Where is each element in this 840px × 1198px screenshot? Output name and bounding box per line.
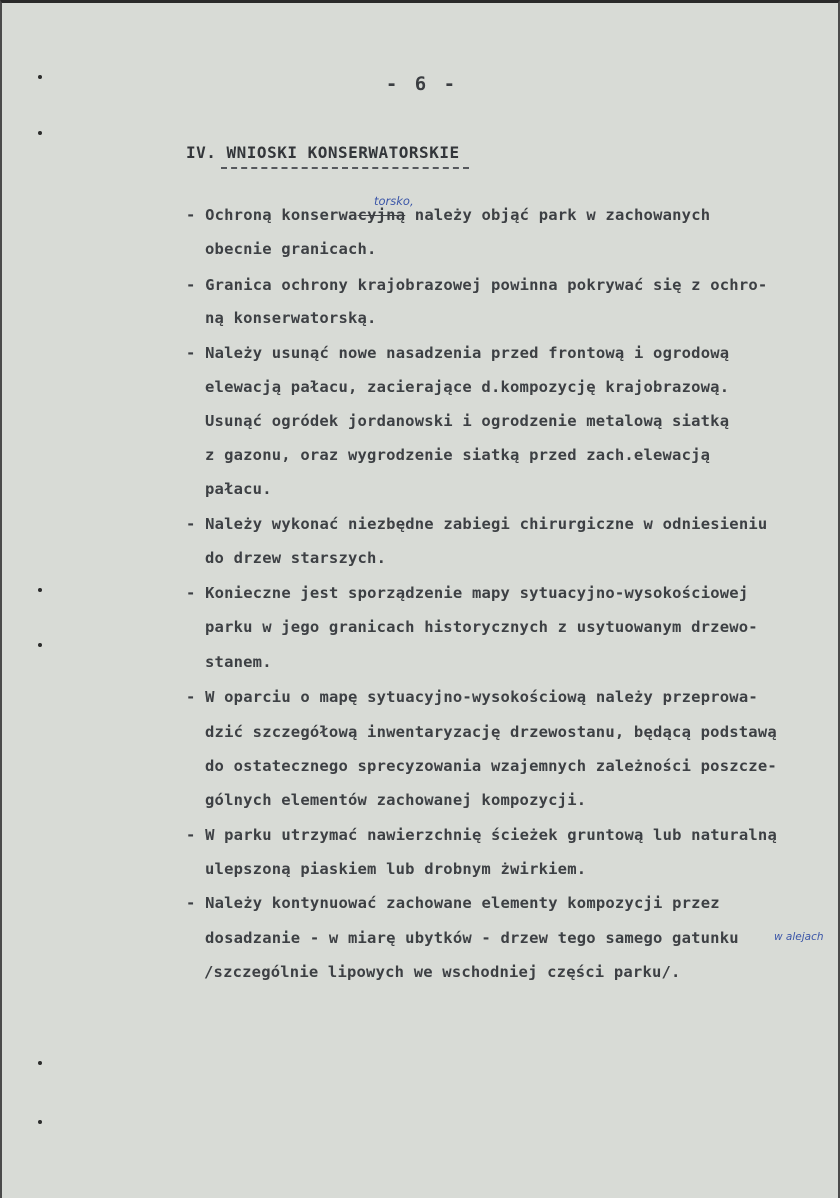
text-line: pałacu.: [205, 480, 272, 498]
punch-hole-mark: [38, 1120, 42, 1124]
text-line: - Należy kontynuować zachowane elementy kompozycji przez: [186, 894, 720, 912]
text-line: - Ochroną konserwacyjną należy objąć park w zachowanych: [186, 206, 711, 224]
text-line: - Granica ochrony krajobrazowej powinna pokrywać się z ochro-: [186, 276, 768, 294]
punch-hole-mark: [38, 643, 42, 647]
punch-hole-mark: [38, 588, 42, 592]
text-line: dzić szczegółową inwentaryzację drzewostanu, będącą podstawą: [205, 723, 777, 741]
handwritten-margin-note: w alejach: [774, 931, 824, 943]
text-line: /szczególnie lipowych we wschodniej części parku/.: [204, 963, 681, 981]
text-line: stanem.: [205, 653, 272, 671]
text-line: parku w jego granicach historycznych z usytuowanym drzewo-: [205, 618, 758, 636]
handwritten-insertion: torsko,: [374, 194, 414, 208]
text-line: elewacją pałacu, zacierające d.kompozycję krajobrazową.: [205, 378, 730, 396]
text-line: - Konieczne jest sporządzenie mapy sytuacyjno-wysokościowej: [186, 584, 749, 602]
text-line: do drzew starszych.: [205, 549, 387, 567]
text-line: obecnie granicach.: [205, 240, 377, 258]
text-line: do ostatecznego sprecyzowania wzajemnych zależności poszcze-: [205, 757, 777, 775]
section-heading: IV. WNIOSKI KONSERWATORSKIE: [186, 143, 460, 162]
text-line: - Należy wykonać niezbędne zabiegi chirurgiczne w odniesieniu: [186, 515, 768, 533]
heading-underline: [221, 167, 469, 169]
page-number: - 6 -: [385, 73, 459, 95]
text-line: dosadzanie - w miarę ubytków - drzew tego samego gatunku: [205, 929, 739, 947]
struck-text: cyjną: [357, 206, 406, 224]
text-line: - W oparciu o mapę sytuacyjno-wysokościową należy przeprowa-: [186, 688, 758, 706]
text-line: Usunąć ogródek jordanowski i ogrodzenie metalową siatką: [205, 412, 730, 430]
text-line: z gazonu, oraz wygrodzenie siatką przed zach.elewacją: [205, 446, 711, 464]
text-line: - W parku utrzymać nawierzchnię ścieżek gruntową lub naturalną: [186, 826, 777, 844]
punch-hole-mark: [38, 1061, 42, 1065]
punch-hole-mark: [38, 131, 42, 135]
text-line: ulepszoną piaskiem lub drobnym żwirkiem.: [205, 860, 587, 878]
text-line: - Należy usunąć nowe nasadzenia przed frontową i ogrodową: [186, 344, 730, 362]
text-line: gólnych elementów zachowanej kompozycji.: [205, 791, 587, 809]
text-line: ną konserwatorską.: [205, 309, 377, 327]
